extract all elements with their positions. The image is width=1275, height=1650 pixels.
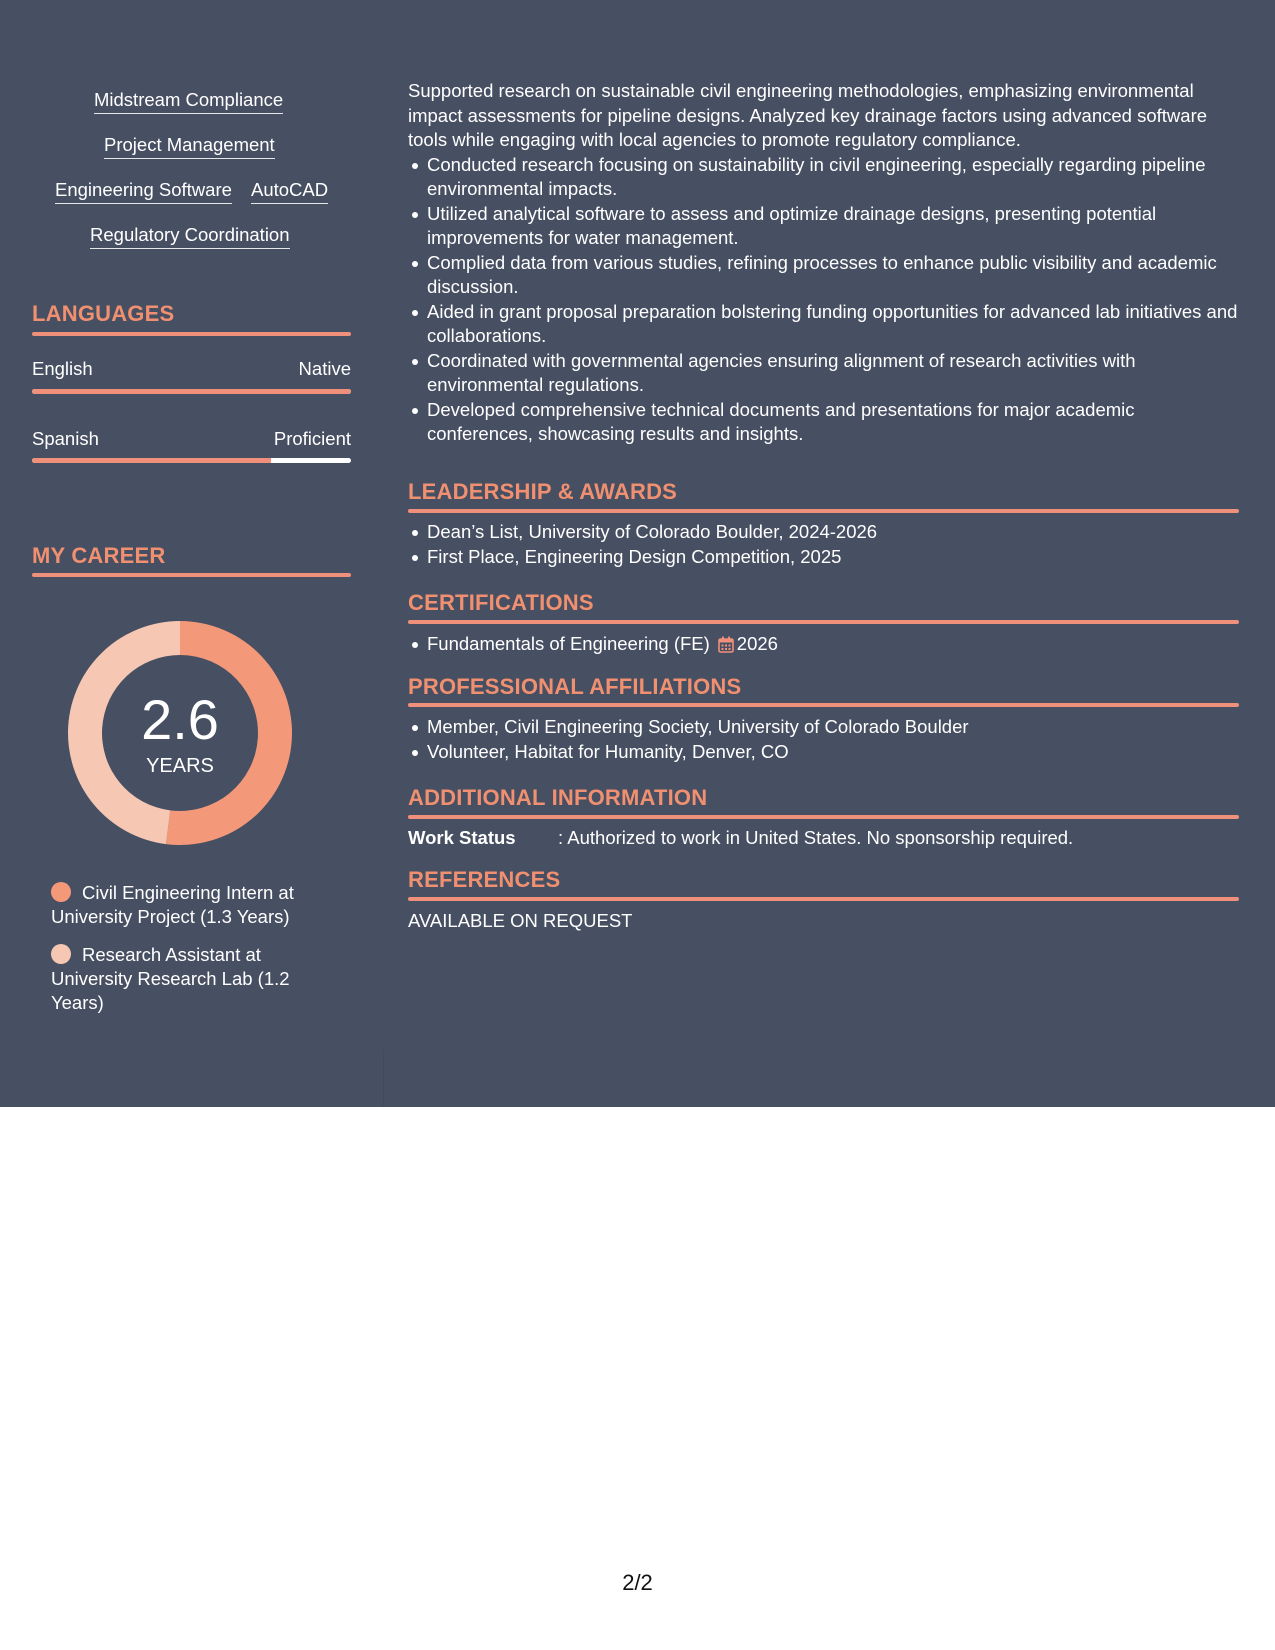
references-rule (408, 897, 1239, 901)
certifications-heading: CERTIFICATIONS (408, 590, 594, 615)
list-item: Member, Civil Engineering Society, University of Colorado Boulder (427, 715, 1239, 740)
experience-summary: Supported research on sustainable civil engineering methodologies, emphasizing environmental impact assessments for pipeline designs. Analyzed key drainage factors using advanced software tools while engaging with local agencies to promote regulatory compliance. (408, 80, 1208, 150)
language-level: Native (298, 358, 351, 379)
list-item: Volunteer, Habitat for Humanity, Denver, CO (427, 740, 1239, 765)
language-bar (32, 458, 351, 463)
career-legend-item (51, 881, 311, 929)
certification-year: 2026 (736, 633, 778, 654)
legend-label: Research Assistant at University Research Lab (1.2 Years) (51, 944, 290, 1013)
language-level: Proficient (273, 428, 351, 449)
work-status-label: Work Status (408, 827, 516, 848)
skill-tag: Regulatory Coordination (90, 223, 290, 249)
legend-label: Civil Engineering Intern at University Project (1.3 Years) (51, 882, 294, 927)
affiliations-rule (408, 703, 1239, 707)
awards-heading: LEADERSHIP & AWARDS (408, 479, 678, 504)
list-item: Complied data from various studies, refining processes to enhance public visibility and academic discussion. (427, 251, 1239, 300)
affiliations-heading: PROFESSIONAL AFFILIATIONS (408, 674, 742, 699)
page-number: 2/2 (622, 1570, 653, 1595)
list-item: Aided in grant proposal preparation bolstering funding opportunities for advanced lab initiatives and collaborations. (427, 300, 1239, 349)
language-bar (32, 389, 351, 394)
skill-tag: Midstream Compliance (94, 88, 283, 114)
legend-dot (51, 944, 71, 964)
list-item (427, 632, 1239, 660)
language-name: Spanish (32, 428, 99, 449)
additional-info-rule (408, 815, 1239, 819)
affiliations-list (408, 715, 1239, 764)
legend-dot (51, 882, 71, 902)
references-heading: REFERENCES (408, 867, 561, 892)
list-item: Conducted research focusing on sustainability in civil engineering, especially regarding pipeline environmental impacts. (427, 153, 1239, 202)
languages-rule (32, 332, 351, 336)
awards-rule (408, 509, 1239, 513)
awards-list (408, 520, 1239, 569)
list-item: Utilized analytical software to assess and optimize drainage designs, presenting potential improvements for water management. (427, 202, 1239, 251)
list-item: Developed comprehensive technical documents and presentations for major academic conferences, showcasing results and insights. (427, 398, 1239, 447)
calendar-icon (718, 635, 734, 660)
list-item: Coordinated with governmental agencies ensuring alignment of research activities with environmental regulations. (427, 349, 1239, 398)
additional-info-heading: ADDITIONAL INFORMATION (408, 785, 708, 810)
career-total: 2.6 (141, 688, 219, 751)
skill-tag: Project Management (104, 133, 275, 159)
work-status-row (408, 826, 1239, 851)
references-text: AVAILABLE ON REQUEST (408, 910, 633, 931)
experience-entry (408, 79, 1239, 447)
list-item: First Place, Engineering Design Competition, 2025 (427, 545, 1239, 570)
list-item: Dean’s List, University of Colorado Boulder, 2024-2026 (427, 520, 1239, 545)
skill-tag: AutoCAD (251, 178, 328, 204)
experience-bullets (408, 153, 1239, 447)
work-status-value: : Authorized to work in United States. No sponsorship required. (558, 827, 1074, 848)
career-rule (32, 573, 351, 577)
career-legend-item (51, 943, 311, 1015)
column-divider (383, 1050, 384, 1107)
language-bar-fill (32, 458, 271, 463)
languages-heading: LANGUAGES (32, 301, 175, 326)
language-name: English (32, 358, 93, 379)
certifications-list (408, 632, 1239, 660)
career-donut-chart (67, 620, 293, 846)
certification-name: Fundamentals of Engineering (FE) (427, 633, 710, 654)
career-unit: YEARS (146, 755, 214, 777)
language-bar-fill (32, 389, 351, 394)
skill-tag: Engineering Software (55, 178, 232, 204)
career-heading: MY CAREER (32, 543, 166, 568)
certifications-rule (408, 620, 1239, 624)
